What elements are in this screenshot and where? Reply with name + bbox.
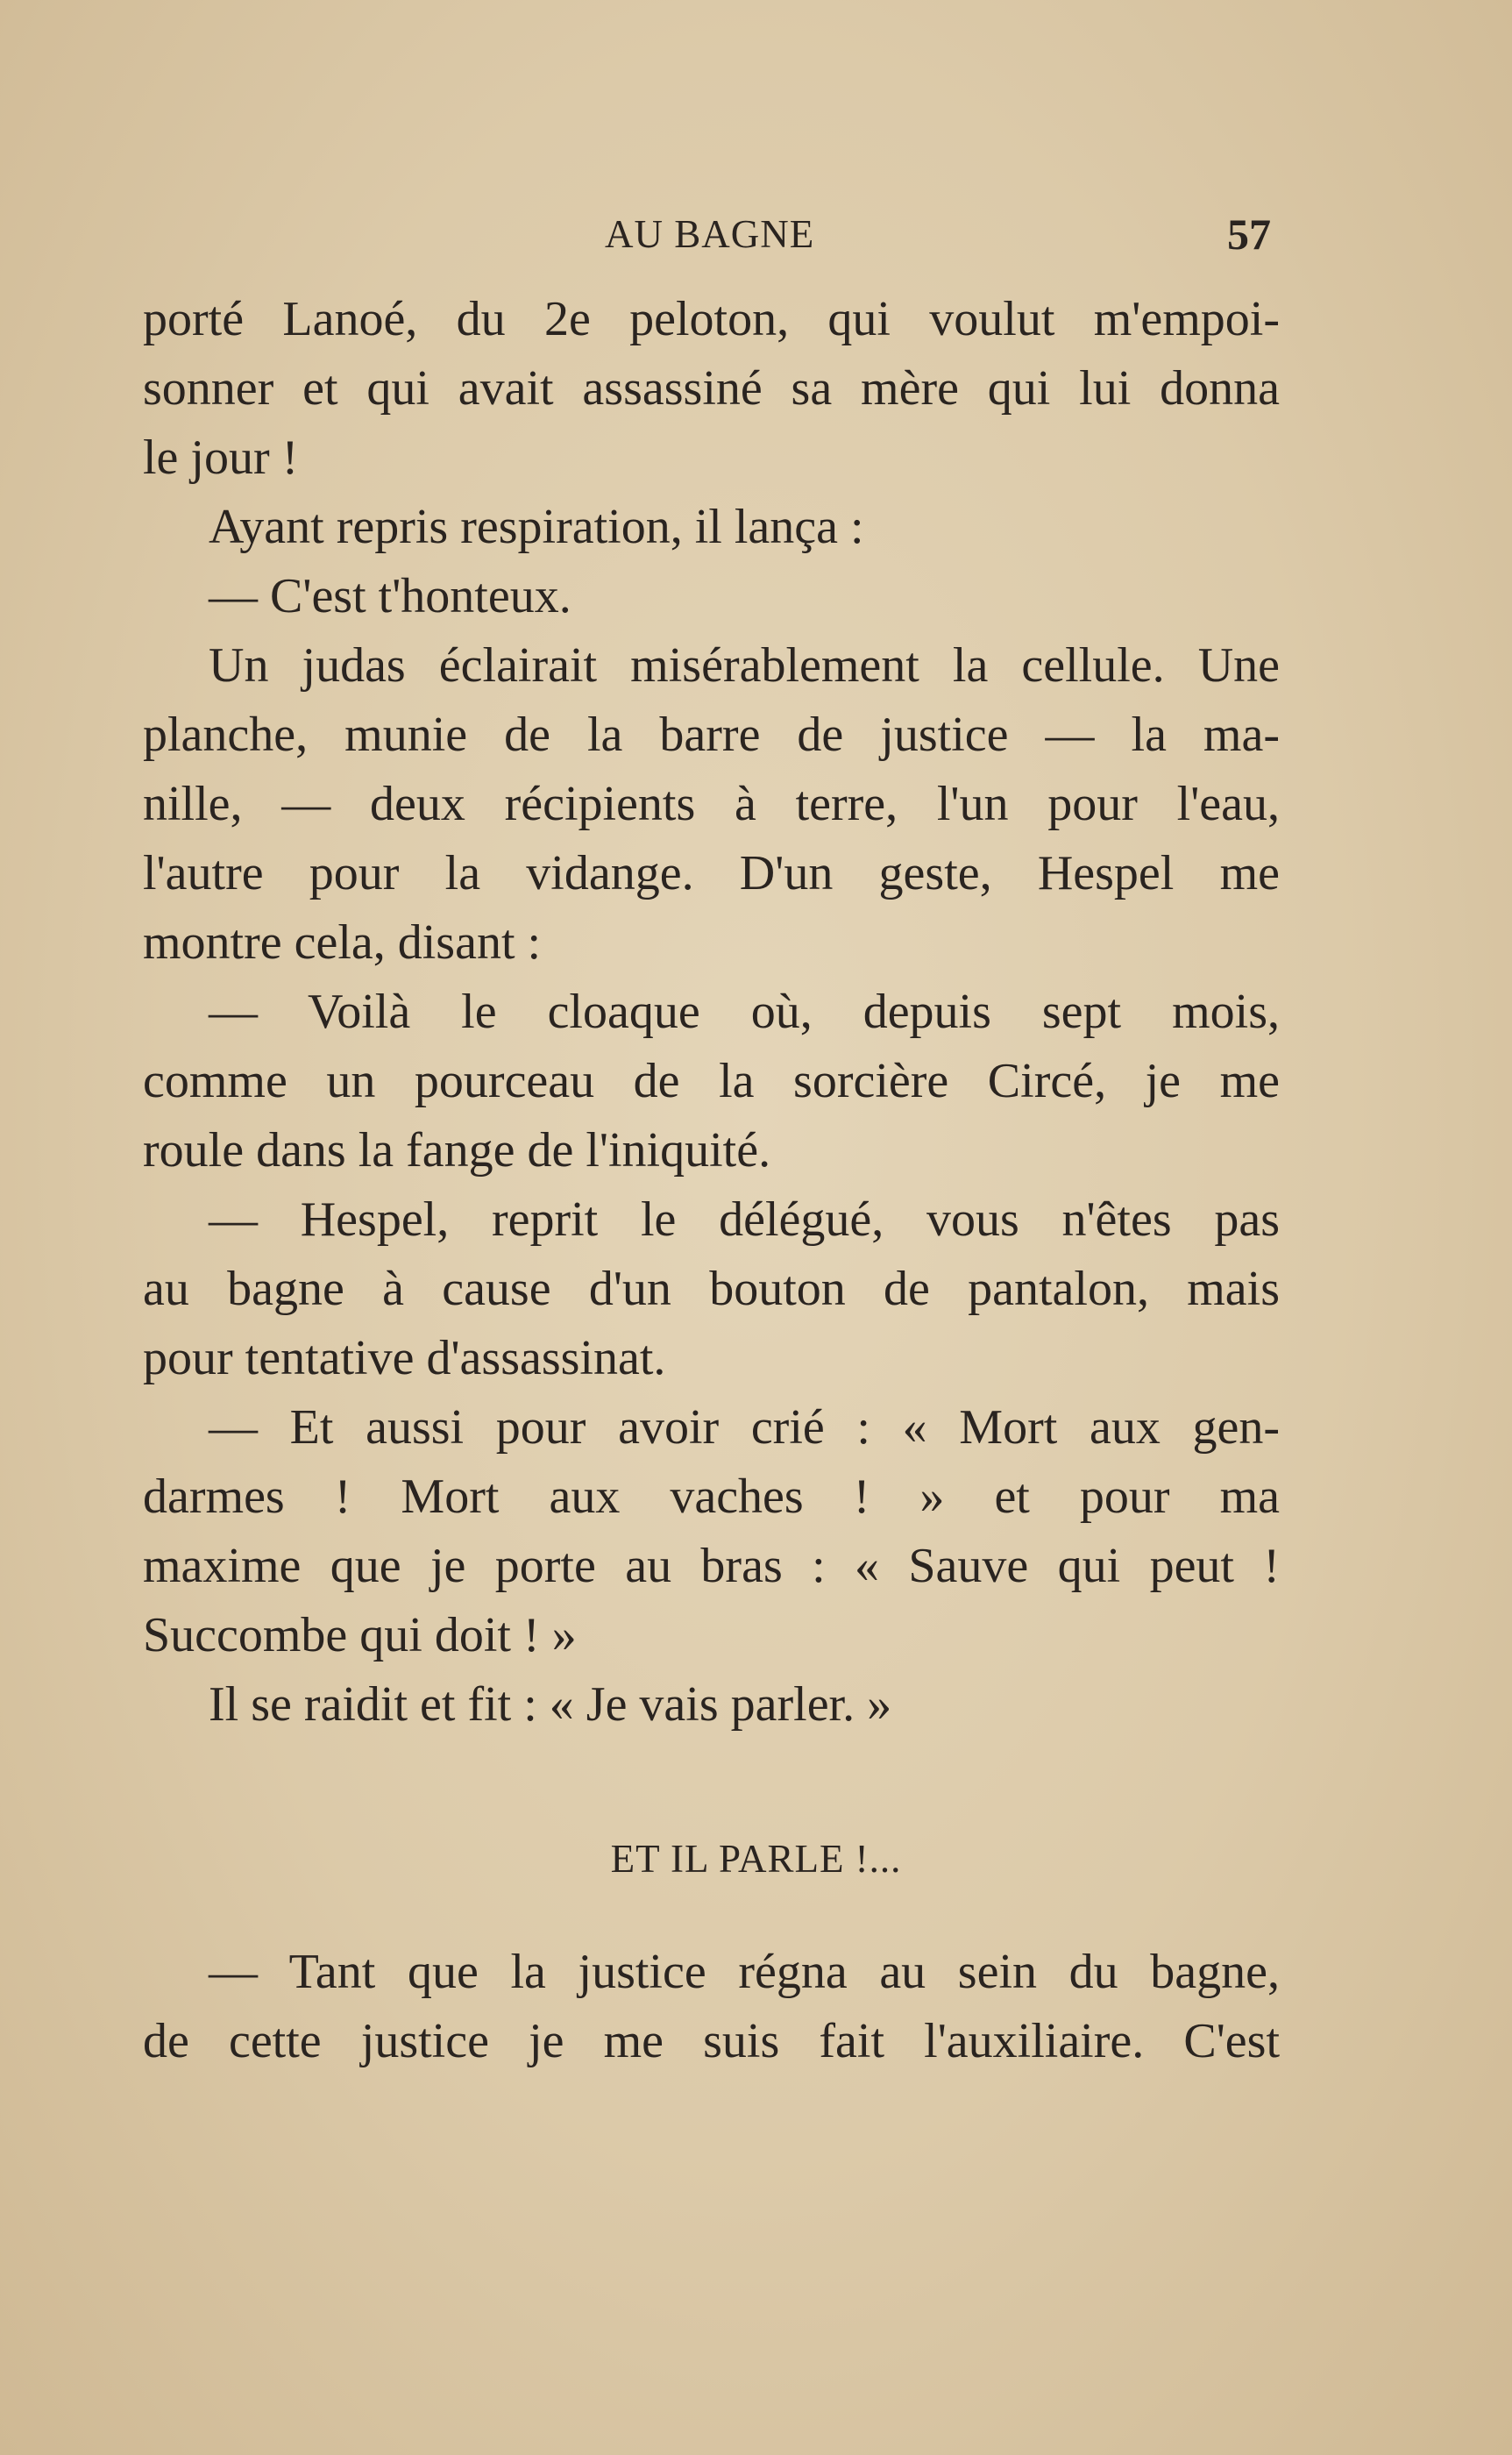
text-line: Un judas éclairait misérablement la cellule. Une	[209, 638, 1280, 693]
text-line: darmes ! Mort aux vaches ! » et pour ma	[143, 1469, 1280, 1524]
text-line: le jour !	[143, 431, 299, 485]
text-line: — C'est t'honteux.	[209, 569, 571, 623]
text-line: l'autre pour la vidange. D'un geste, Hespel me	[143, 846, 1280, 900]
text-line: — Tant que la justice régna au sein du bagne,	[209, 1945, 1280, 1999]
running-head: AU BAGNE	[605, 212, 815, 256]
text-line: sonner et qui avait assassiné sa mère qui lui donna	[143, 361, 1280, 416]
text-line: roule dans la fange de l'iniquité.	[143, 1123, 771, 1178]
body-text	[143, 285, 1280, 1740]
text-line: comme un pourceau de la sorcière Circé, je me	[143, 1054, 1280, 1108]
page-number: 57	[1227, 210, 1271, 259]
text-line: pour tentative d'assassinat.	[143, 1331, 666, 1385]
text-line: — Voilà le cloaque où, depuis sept mois,	[209, 985, 1280, 1039]
text-line: — Et aussi pour avoir crié : « Mort aux gen-	[209, 1400, 1280, 1455]
text-line: de cette justice je me suis fait l'auxiliaire. C'est	[143, 2014, 1280, 2068]
text-line: au bagne à cause d'un bouton de pantalon, mais	[143, 1262, 1280, 1316]
body-text-continued	[143, 1938, 1280, 2076]
text-line: Succombe qui doit ! »	[143, 1608, 577, 1662]
section-heading: ET IL PARLE !...	[610, 1837, 902, 1881]
page-header	[0, 203, 1512, 265]
text-line: planche, munie de la barre de justice — la ma-	[143, 708, 1280, 762]
text-line: maxime que je porte au bras : « Sauve qui peut !	[143, 1539, 1280, 1593]
text-line: nille, — deux récipients à terre, l'un pour l'eau,	[143, 777, 1280, 831]
text-line: montre cela, disant :	[143, 915, 542, 970]
text-line: porté Lanoé, du 2e peloton, qui voulut m'empoi-	[143, 292, 1280, 346]
text-line: Il se raidit et fit : « Je vais parler. »	[209, 1677, 892, 1732]
text-line: Ayant repris respiration, il lança :	[209, 500, 864, 554]
text-line: — Hespel, reprit le délégué, vous n'êtes pas	[209, 1192, 1280, 1247]
